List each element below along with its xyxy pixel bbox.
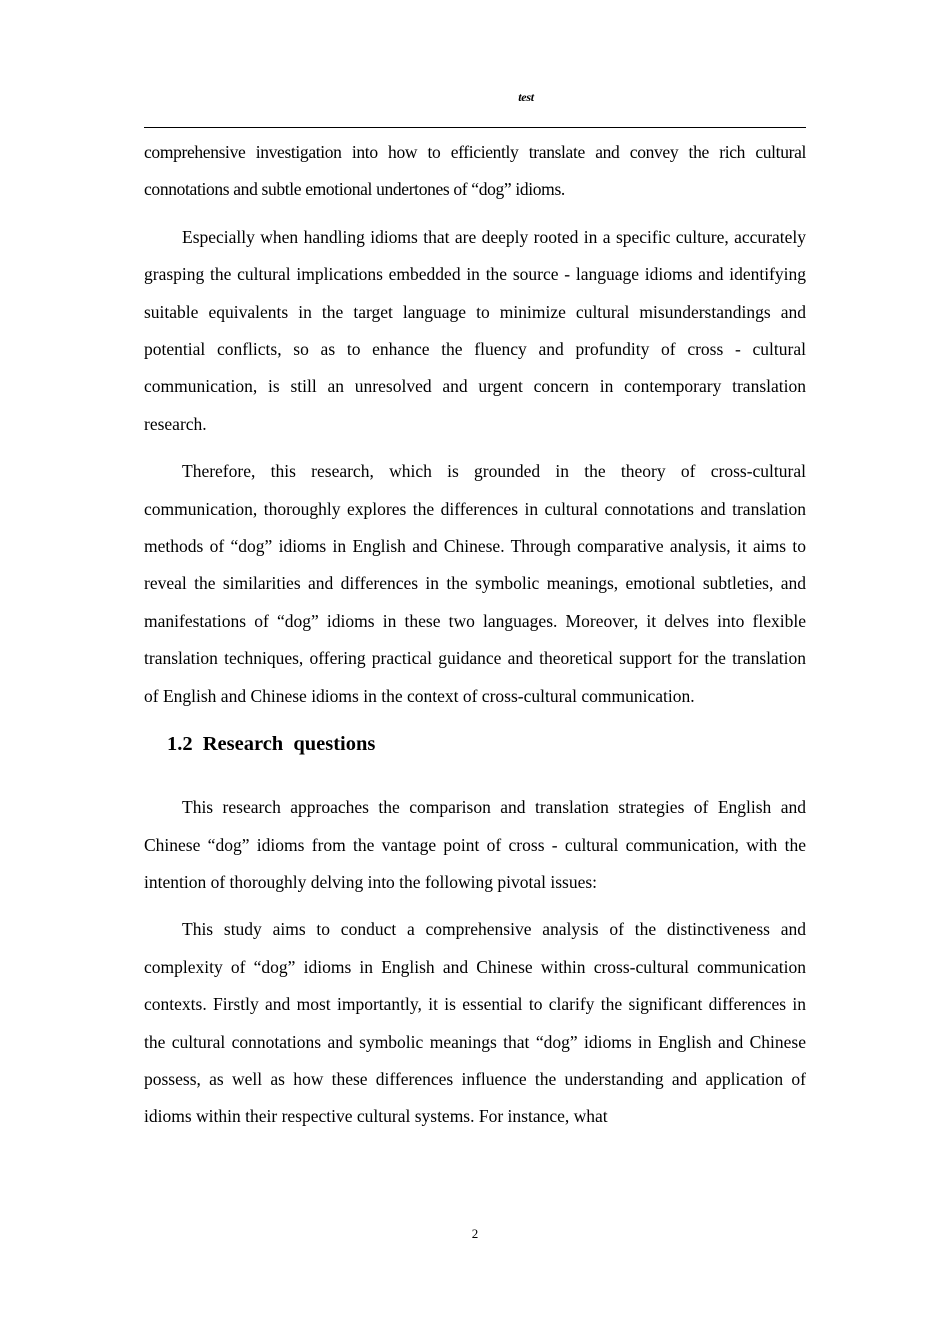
body-paragraph: Especially when handling idioms that are deeply rooted in a specific culture, accurately grasping the cultural implications embedded in the source - language idioms and identifying suitable equivalents in the target language to minimize cultural misunderstandings and potential conflicts, so as to enhance the fluency and profundity of cross - cultural communication, is still an unresolved and urgent concern in contemporary translation research. xyxy=(144,226,806,434)
body-paragraph: This study aims to conduct a comprehensive analysis of the distinctiveness and complexity of “dog” idioms in English and Chinese within cross-cultural communication contexts. Firstly and most importantly, it is essential to clarify the significant differences in the cultural connotations and symbolic meanings that “dog” idioms in English and Chinese possess, as well as how these differences influence the understanding and application of idioms within their respective cultural systems. For instance, what xyxy=(144,919,806,1127)
page-number: 2 xyxy=(471,1226,479,1241)
running-header-title: test xyxy=(518,90,534,104)
body-paragraph: This research approaches the comparison and translation strategies of English and Chinese “dog” idioms from the vantage point of cross - cultural communication, with the intention of thoroughly delving into the following pivotal issues: xyxy=(144,797,806,892)
body-paragraph-continued: comprehensive investigation into how to efficiently translate and convey the rich cultural connotations and subtle emotional undertones of “dog” idioms. xyxy=(144,142,806,200)
body-paragraph: Therefore, this research, which is grounded in the theory of cross-cultural communication, thoroughly explores the differences in cultural connotations and translation methods of “dog” idioms in English and Chinese. Through comparative analysis, it aims to reveal the similarities and differences in the symbolic meanings, emotional subtleties, and manifestations of “dog” idioms in these two languages. Moreover, it delves into flexible translation techniques, offering practical guidance and theoretical support for the translation of English and Chinese idioms in the context of cross-cultural communication. xyxy=(144,461,806,706)
header-divider xyxy=(144,127,806,128)
page-body xyxy=(144,134,806,1146)
section-heading-research-questions: 1.2 Research questions xyxy=(167,733,376,756)
